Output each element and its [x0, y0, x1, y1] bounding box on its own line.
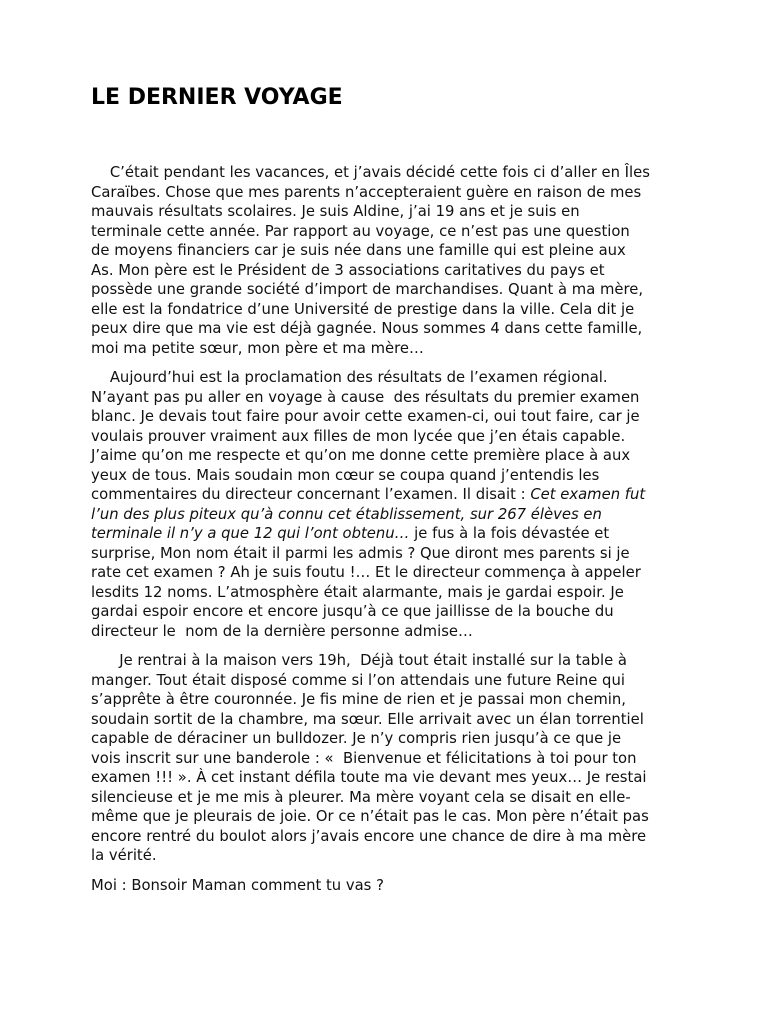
text-line: mauvais résultats scolaires. Je suis Aldine, j’ai 19 ans et je suis en	[91, 203, 580, 220]
text-line: voulais prouver vraiment aux filles de mon lycée que j’en étais capable.	[91, 427, 626, 445]
text-line: moi ma petite sœur, mon père et ma mère…	[91, 339, 424, 357]
italic-quote: terminale il n’y a que 12 qui l’ont obtenu…	[91, 525, 410, 542]
text-line: J’aime qu’on me respecte et qu’on me donne cette première place à aux	[91, 447, 631, 464]
text-line: terminale cette année. Par rapport au voyage, ce n’est pas une question	[91, 222, 630, 240]
text-line: As. Mon père est le Président de 3 associations caritatives du pays et	[91, 261, 605, 279]
text-line: Je rentrai à la maison vers 19h, Déjà tout était installé sur la table à	[91, 652, 627, 669]
text-line: la vérité.	[91, 847, 157, 864]
text-line: soudain sortit de la chambre, ma sœur. Elle arrivait avec un élan torrentiel	[91, 710, 644, 728]
text-line: Caraïbes. Chose que mes parents n’accepteraient guère en raison de mes	[91, 183, 642, 201]
text-line: silencieuse et je me mis à pleurer. Ma mère voyant cela se disait en elle-	[91, 788, 631, 806]
text-line: de moyens financiers car je suis née dans une famille qui est pleine aux	[91, 242, 626, 259]
text-line: vois inscrit sur une banderole : « Bienvenue et félicitations à toi pour ton	[91, 749, 637, 767]
italic-quote: Cet examen fut	[530, 486, 646, 503]
text-line: yeux de tous. Mais soudain mon cœur se coupa quand j’entendis les	[91, 466, 600, 484]
text-line: C’était pendant les vacances, et j’avais décidé cette fois ci d’aller en Îles	[91, 164, 650, 181]
text-line: même que je pleurais de joie. Or ce n’était pas le cas. Mon père n’était pas	[91, 808, 649, 825]
text-line	[91, 524, 609, 544]
text-line: capable de déraciner un bulldozer. Je n’y compris rien jusqu’à ce que je	[91, 730, 622, 747]
text-line: Moi : Bonsoir Maman comment tu vas ?	[91, 877, 384, 894]
text-line: directeur le nom de la dernière personne admise…	[91, 622, 473, 640]
text-line: rate cet examen ? Ah je suis foutu !… Et le directeur commença à appeler	[91, 564, 641, 581]
text-line: encore rentré du boulot alors j’avais encore une chance de dire à ma mère	[91, 827, 647, 845]
text-segment: je fus à la fois dévastée et	[409, 525, 610, 542]
page-title: LE DERNIER VOYAGE	[91, 85, 343, 110]
text-line: N’ayant pas pu aller en voyage à cause des résultats du premier examen	[91, 388, 640, 406]
text-line: blanc. Je devais tout faire pour avoir cette examen-ci, oui tout faire, car je	[91, 408, 640, 425]
text-line	[91, 485, 645, 505]
text-segment: commentaires du directeur concernant l’examen. Il disait :	[91, 486, 531, 503]
text-line: surprise, Mon nom était il parmi les admis ? Que diront mes parents si je	[91, 544, 630, 562]
text-line: peux dire que ma vie est déjà gagnée. Nous sommes 4 dans cette famille,	[91, 320, 643, 337]
italic-quote: l’un des plus piteux qu’à connu cet établissement, sur 267 élèves en	[91, 505, 602, 523]
text-line: possède une grande société d’import de marchandises. Quant à ma mère,	[91, 281, 644, 298]
text-line: examen !!! ». À cet instant défila toute ma vie devant mes yeux… Je restai	[91, 769, 647, 786]
text-line: Aujourd’hui est la proclamation des résultats de l’examen régional.	[91, 369, 608, 386]
text-line	[91, 505, 602, 525]
text-line: elle est la fondatrice d’une Université de prestige dans la ville. Cela dit je	[91, 300, 635, 318]
text-line: gardai espoir encore et encore jusqu’à ce que jaillisse de la bouche du	[91, 603, 614, 620]
text-line: manger. Tout était disposé comme si l’on attendais une future Reine qui	[91, 671, 625, 689]
text-line: s’apprête à être couronnée. Je fis mine de rien et je passai mon chemin,	[91, 691, 626, 708]
text-line: lesdits 12 noms. L’atmosphère était alarmante, mais je gardai espoir. Je	[91, 583, 624, 601]
